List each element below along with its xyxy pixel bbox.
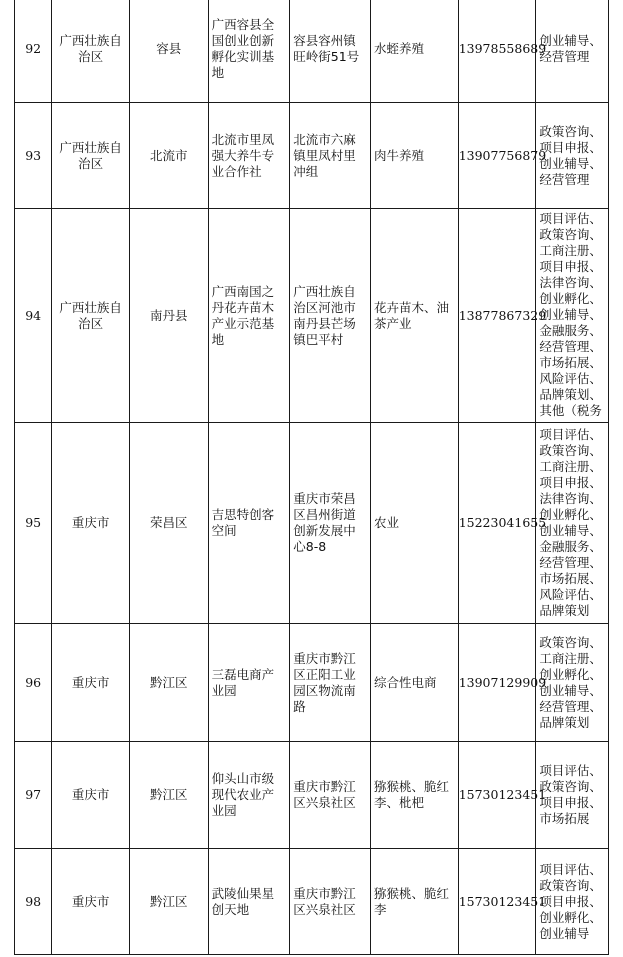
table-row	[15, 742, 609, 849]
services-cell	[536, 624, 609, 742]
row-number: 96	[15, 624, 52, 742]
services-text: 政策咨询、项目申报、创业辅导、经营管理	[539, 123, 602, 187]
industry-cell	[370, 103, 458, 209]
industry-text: 肉牛养殖	[373, 147, 424, 163]
city-cell: 北流市	[129, 103, 208, 209]
province-cell	[52, 423, 130, 624]
base-name-cell	[208, 103, 290, 209]
address-text: 重庆市荣昌区昌州街道创新发展中心8-8	[293, 491, 356, 554]
services-cell	[536, 423, 609, 624]
address-text: 容县容州镇旺岭街51号	[293, 32, 360, 64]
base-name-text: 广西容县全国创业创新孵化实训基地	[211, 16, 275, 80]
industry-cell	[370, 742, 458, 849]
address-cell	[290, 423, 371, 624]
industry-text: 综合性电商	[373, 674, 437, 690]
services-text: 项目评估、政策咨询、工商注册、项目申报、法律咨询、创业孵化、创业辅导、金融服务、经营管理、市场拓展、风险评估、品牌策划、其他（税务	[539, 210, 602, 418]
base-name-cell	[208, 209, 290, 423]
table-row	[15, 624, 609, 742]
row-number: 94	[15, 209, 52, 423]
base-name-cell	[208, 624, 290, 742]
row-number: 92	[15, 0, 52, 103]
province-text: 重庆市	[71, 674, 110, 690]
province-text: 广西壮族自治区	[59, 139, 122, 171]
services-text: 项目评估、政策咨询、工商注册、项目申报、法律咨询、创业孵化、创业辅导、金融服务、经营管理、市场拓展、风险评估、品牌策划	[539, 427, 602, 618]
phone-cell: 13877867329	[458, 209, 536, 423]
row-number: 95	[15, 423, 52, 624]
phone-cell: 13978558689	[458, 0, 536, 103]
base-name-cell	[208, 0, 290, 103]
services-text: 项目评估、政策咨询、项目申报、创业孵化、创业辅导	[539, 861, 602, 941]
province-text: 重庆市	[71, 787, 110, 802]
services-cell	[536, 742, 609, 849]
address-text: 重庆市黔江区兴泉社区	[293, 885, 356, 917]
services-text: 政策咨询、工商注册、创业孵化、创业辅导、经营管理、品牌策划	[539, 634, 602, 730]
base-name-text: 三磊电商产业园	[211, 666, 275, 698]
address-text: 北流市六麻镇里凤村里冲组	[293, 131, 356, 179]
province-text: 重庆市	[71, 893, 110, 909]
base-name-cell	[208, 742, 290, 849]
address-cell	[290, 103, 371, 209]
industry-text: 花卉苗木、油茶产业	[373, 299, 449, 331]
row-number: 97	[15, 742, 52, 849]
services-text: 创业辅导、经营管理	[539, 32, 602, 64]
services-cell	[536, 103, 609, 209]
city-cell: 荣昌区	[129, 423, 208, 624]
industry-cell	[370, 624, 458, 742]
province-text: 重庆市	[71, 515, 110, 530]
base-name-text: 吉思特创客空间	[211, 507, 275, 538]
province-text: 广西壮族自治区	[59, 32, 122, 64]
services-cell	[536, 849, 609, 955]
base-name-text: 广西南国之丹花卉苗木产业示范基地	[211, 283, 275, 347]
phone-cell: 13907756879	[458, 103, 536, 209]
industry-cell	[370, 423, 458, 624]
city-cell: 黔江区	[129, 742, 208, 849]
phone-cell: 15223041655	[458, 423, 536, 624]
province-text: 广西壮族自治区	[59, 299, 122, 331]
base-name-cell	[208, 849, 290, 955]
industry-cell	[370, 0, 458, 103]
services-cell	[536, 209, 609, 423]
table-row	[15, 423, 609, 624]
address-text: 广西壮族自治区河池市南丹县芒场镇巴平村	[293, 283, 356, 347]
address-cell	[290, 849, 371, 955]
table-row	[15, 0, 609, 103]
industry-text: 水蛭养殖	[373, 40, 424, 56]
row-number: 93	[15, 103, 52, 209]
table-row	[15, 103, 609, 209]
services-cell	[536, 0, 609, 103]
row-number: 98	[15, 849, 52, 955]
address-text: 重庆市黔江区正阳工业园区物流南路	[293, 650, 356, 714]
phone-cell: 15730123451	[458, 742, 536, 849]
province-cell	[52, 209, 130, 423]
services-text: 项目评估、政策咨询、项目申报、市场拓展	[539, 763, 602, 826]
table-row	[15, 209, 609, 423]
phone-cell: 15730123451	[458, 849, 536, 955]
industry-text: 猕猴桃、脆红李、枇杷	[373, 779, 449, 810]
province-cell	[52, 849, 130, 955]
phone-cell: 13907129909	[458, 624, 536, 742]
address-cell	[290, 742, 371, 849]
industry-cell	[370, 209, 458, 423]
city-cell: 黔江区	[129, 624, 208, 742]
base-name-text: 武陵仙果星创天地	[211, 885, 275, 917]
address-cell	[290, 0, 371, 103]
base-name-text: 仰头山市级现代农业产业园	[211, 771, 275, 818]
province-cell	[52, 0, 130, 103]
address-cell	[290, 624, 371, 742]
table-row	[15, 849, 609, 955]
address-cell	[290, 209, 371, 423]
address-text: 重庆市黔江区兴泉社区	[293, 779, 356, 810]
base-info-table	[14, 0, 609, 955]
province-cell	[52, 624, 130, 742]
base-name-text: 北流市里凤强大养牛专业合作社	[211, 131, 275, 179]
province-cell	[52, 103, 130, 209]
industry-cell	[370, 849, 458, 955]
base-name-cell	[208, 423, 290, 624]
city-cell: 黔江区	[129, 849, 208, 955]
city-cell: 南丹县	[129, 209, 208, 423]
province-cell	[52, 742, 130, 849]
industry-text: 猕猴桃、脆红李	[373, 885, 449, 917]
industry-text: 农业	[373, 515, 399, 530]
city-cell: 容县	[129, 0, 208, 103]
